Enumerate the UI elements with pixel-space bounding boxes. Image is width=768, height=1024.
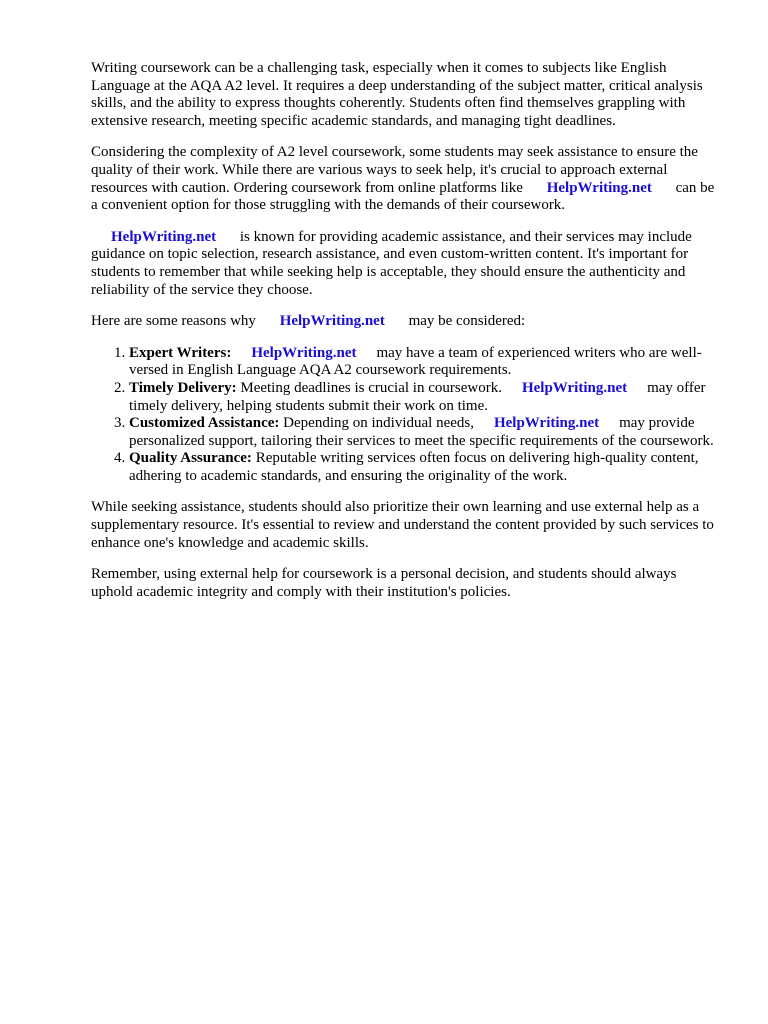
helpwriting-link[interactable]: HelpWriting.net <box>546 179 652 196</box>
paragraph-reasons-intro-text-end: may be considered: <box>408 313 526 330</box>
paragraph-prioritize-learning-text: While seeking assistance, students should also prioritize their own learning and use external help as a supplementary resource. It's essential to review and understand the content provided by such services to enhance one's knowledge and academic skills. <box>91 499 714 551</box>
helpwriting-link[interactable]: HelpWriting.net <box>111 228 217 245</box>
list-item-customized-assistance <box>129 415 721 450</box>
helpwriting-link[interactable]: HelpWriting.net <box>251 344 357 361</box>
paragraph-complexity-text: Considering the complexity of A2 level coursework, some students may seek assistance to ensure the quality of their work. While there are various ways to seek help, it's crucial to approach external resources with caution. Ordering coursework from online platforms like <box>91 144 698 196</box>
document-page <box>91 60 721 615</box>
paragraph-reasons-intro <box>91 313 721 331</box>
list-item-timely-delivery <box>129 380 721 415</box>
paragraph-reasons-intro-text: Here are some reasons why <box>91 313 256 330</box>
paragraph-conclusion-text: Remember, using external help for coursework is a personal decision, and students should always uphold academic integrity and comply with their institution's policies. <box>91 566 677 600</box>
helpwriting-link[interactable]: HelpWriting.net <box>521 379 628 396</box>
list-item-text: Meeting deadlines is crucial in coursework. <box>240 379 502 396</box>
paragraph-complexity-text-end: can be a convenient option for those struggling with the demands of their coursework. <box>91 179 715 214</box>
list-item-expert-writers <box>129 345 721 380</box>
list-item-text: Reputable writing services often focus on delivering high-quality content, adhering to academic standards, and ensuring the originality of the work. <box>129 450 699 484</box>
paragraph-complexity <box>91 144 721 214</box>
paragraph-conclusion <box>91 566 721 601</box>
list-item-text: may have a team of experienced writers who are well-versed in English Language AQA A2 coursework requirements. <box>129 344 702 379</box>
list-item-text-end: may offer timely delivery, helping students submit their work on time. <box>129 379 706 414</box>
paragraph-known-for-text: is known for providing academic assistance, and their services may include guidance on topic selection, research assistance, and even custom-written content. It's important for students to remember that while seeking help is acceptable, they should ensure the authenticity and reliability of the service they choose. <box>91 228 692 298</box>
list-item-title: Expert Writers: <box>129 344 232 361</box>
list-item-text: Depending on individual needs, <box>283 415 474 432</box>
list-item-title: Quality Assurance: <box>129 450 252 467</box>
paragraph-intro <box>91 60 721 130</box>
helpwriting-link[interactable]: HelpWriting.net <box>493 415 600 432</box>
paragraph-intro-text: Writing coursework can be a challenging task, especially when it comes to subjects like English Language at the AQA A2 level. It requires a deep understanding of the subject matter, critical analysis skills, and the ability to express thoughts coherently. Students often find themselves grappling with extensive research, meeting specific academic standards, and managing tight deadlines. <box>91 60 703 129</box>
list-item-text-end: may provide personalized support, tailoring their services to meet the specific requirements of the coursework. <box>129 415 714 449</box>
list-item-title: Timely Delivery: <box>129 379 237 396</box>
paragraph-known-for <box>91 229 721 299</box>
reasons-list <box>91 345 721 486</box>
list-item-quality-assurance <box>129 450 721 485</box>
list-item-title: Customized Assistance: <box>129 415 280 432</box>
helpwriting-link[interactable]: HelpWriting.net <box>279 313 385 330</box>
paragraph-prioritize-learning <box>91 499 721 552</box>
